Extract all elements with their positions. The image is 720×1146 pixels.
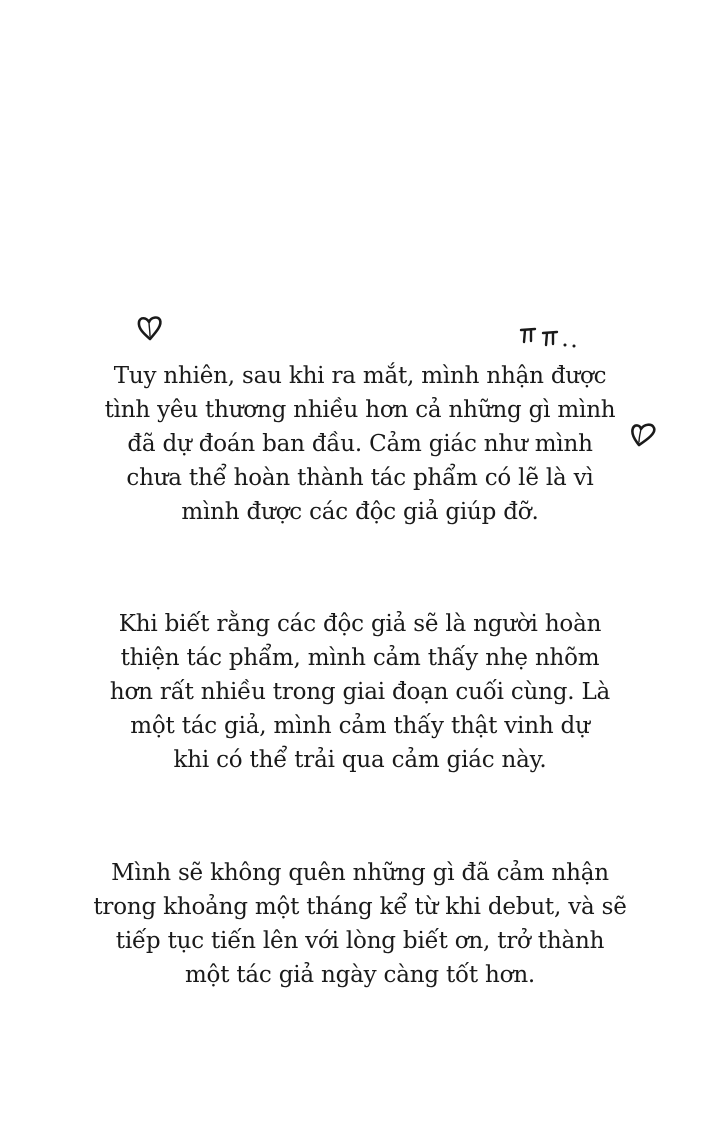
text-line: Mình sẽ không quên những gì đã cảm nhận (111, 860, 609, 886)
text-line: trong khoảng một tháng kể từ khi debut, và sẽ (93, 894, 627, 920)
text-line: đã dự đoán ban đầu. Cảm giác như mình (127, 431, 593, 457)
text-line: Tuy nhiên, sau khi ra mắt, mình nhận được (113, 363, 607, 389)
text-line: chưa thể hoàn thành tác phẩm có lẽ là vì (126, 465, 594, 491)
paragraph (60, 359, 660, 529)
text-line: khi có thể trải qua cảm giác này. (173, 747, 547, 773)
paragraph (60, 856, 660, 992)
text-line: tình yêu thương nhiều hơn cả những gì mình (104, 397, 616, 423)
text-line: hơn rất nhiều trong giai đoạn cuối cùng. Là (109, 679, 611, 705)
text-line: Khi biết rằng các độc giả sẽ là người hoàn (118, 611, 602, 637)
heart-icon (135, 314, 165, 342)
text-line: mình được các độc giả giúp đỡ. (181, 499, 539, 525)
text-line: một tác giả, mình cảm thấy thật vinh dự (130, 713, 590, 739)
text-line: tiếp tục tiến lên với lòng biết ơn, trở thành (115, 928, 605, 954)
crying-face-icon (518, 322, 580, 350)
text-line: thiện tác phẩm, mình cảm thấy nhẹ nhõm (120, 645, 600, 671)
text-line: một tác giả ngày càng tốt hơn. (184, 962, 536, 988)
paragraph (60, 607, 660, 777)
